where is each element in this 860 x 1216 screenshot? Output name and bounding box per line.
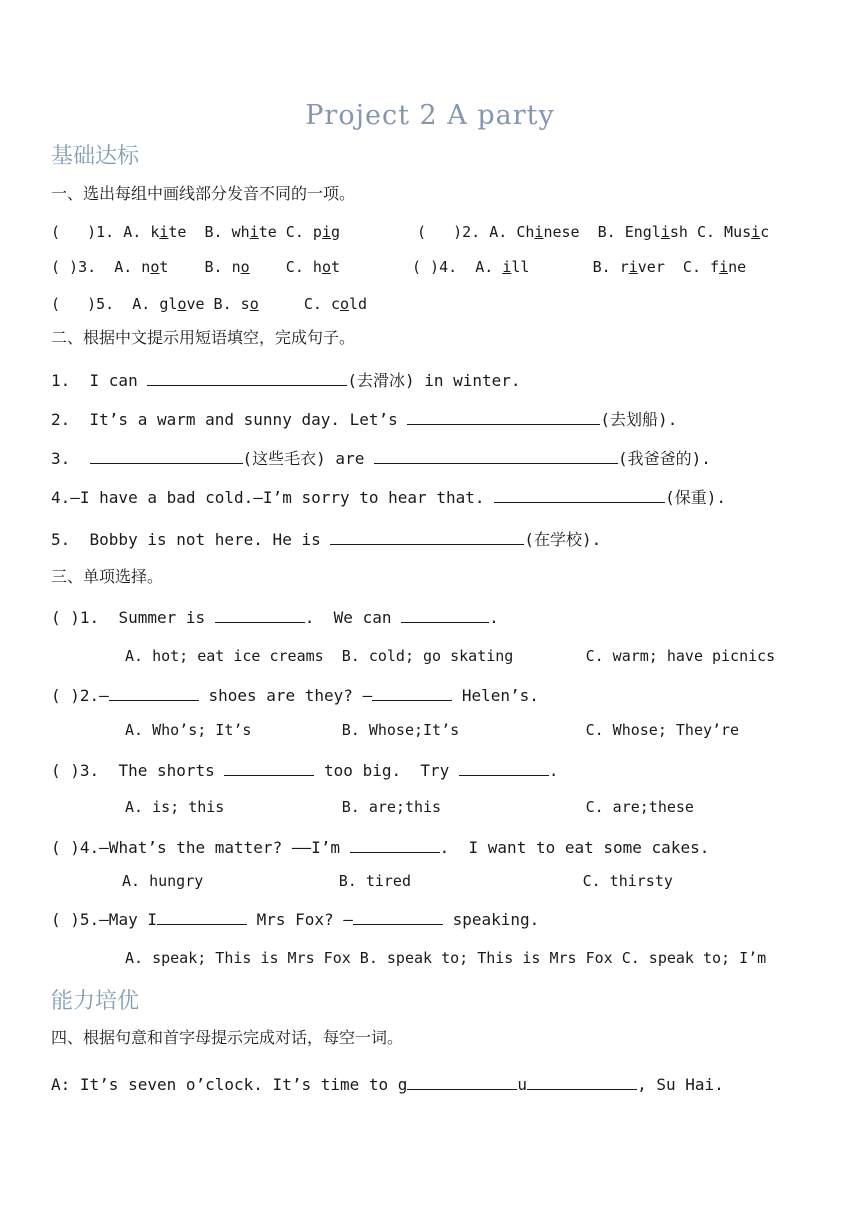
fill-blank[interactable] <box>350 837 440 853</box>
section-heading-ability: 能力培优 <box>51 989 140 1014</box>
answer-paren: ( ) <box>417 223 463 241</box>
p1-q1: ( )1. A. kite B. white C. pig <box>51 223 340 241</box>
p1-q5: ( )5. A. glove B. so C. cold <box>51 295 368 313</box>
p2-s2: 2. It’s a warm and sunny day. Let’s (去划船). <box>51 410 678 429</box>
p2-s1: 1. I can (去滑冰) in winter. <box>51 371 521 390</box>
fill-blank[interactable] <box>374 448 618 464</box>
fill-blank[interactable] <box>372 685 452 701</box>
answer-paren: ( ) <box>51 686 80 705</box>
answer-paren: ( ) <box>51 608 80 627</box>
section-heading-basic: 基础达标 <box>51 144 140 169</box>
fill-blank[interactable] <box>494 487 665 503</box>
answer-paren: ( ) <box>51 910 80 929</box>
p3-q5-options: A. speak; This is Mrs Fox B. speak to; This is Mrs Fox C. speak to; I’m <box>125 949 767 967</box>
answer-paren: ( ) <box>51 223 97 241</box>
fill-blank[interactable] <box>330 529 524 545</box>
p1-q2: ( )2. A. Chinese B. English C. Music <box>417 223 770 241</box>
answer-paren: ( ) <box>51 295 97 313</box>
fill-blank[interactable] <box>401 607 489 623</box>
p3-q5: ( )5.—May I Mrs Fox? — speaking. <box>51 910 540 929</box>
fill-blank[interactable] <box>459 760 549 776</box>
p3-q2-options: A. Who’s; It’s B. Whose;It’s C. Whose; They’re <box>125 721 740 739</box>
part2-heading: 二、根据中文提示用短语填空，完成句子。 <box>51 328 356 347</box>
fill-blank[interactable] <box>215 607 305 623</box>
fill-blank[interactable] <box>157 909 247 925</box>
p2-s5: 5. Bobby is not here. He is (在学校). <box>51 530 602 549</box>
p3-q1-options: A. hot; eat ice creams B. cold; go skating C. warm; have picnics <box>125 647 776 665</box>
p3-q3-options: A. is; this B. are;this C. are;these <box>125 798 694 816</box>
page-title: Project 2 A party <box>305 100 555 131</box>
fill-blank[interactable] <box>224 760 314 776</box>
part3-heading: 三、单项选择。 <box>51 567 164 586</box>
answer-paren: ( ) <box>51 761 80 780</box>
p2-s3: 3. (这些毛衣) are (我爸爸的). <box>51 449 711 468</box>
p3-q3: ( )3. The shorts too big. Try . <box>51 761 559 780</box>
fill-blank[interactable] <box>527 1074 637 1090</box>
p2-s4: 4.—I have a bad cold.—I’m sorry to hear that. (保重). <box>51 488 727 507</box>
part1-heading: 一、选出每组中画线部分发音不同的一项。 <box>51 184 356 203</box>
p3-q4-options: A. hungry B. tired C. thirsty <box>122 872 673 890</box>
p3-q2: ( )2.— shoes are they? — Helen’s. <box>51 686 539 705</box>
p1-q4: ( )4. A. ill B. river C. fine <box>412 258 747 276</box>
fill-blank[interactable] <box>90 448 243 464</box>
p3-q4: ( )4.—What’s the matter? ——I’m . I want to eat some cakes. <box>51 838 710 857</box>
answer-paren: ( ) <box>412 258 440 276</box>
fill-blank[interactable] <box>407 409 600 425</box>
part4-heading: 四、根据句意和首字母提示完成对话，每空一词。 <box>51 1028 404 1047</box>
p4-a1: A: It’s seven o’clock. It’s time to g u , Su Hai. <box>51 1075 724 1094</box>
p1-q3: ( )3. A. not B. no C. hot <box>51 258 340 276</box>
answer-paren: ( ) <box>51 258 79 276</box>
p3-q1: ( )1. Summer is . We can . <box>51 608 499 627</box>
fill-blank[interactable] <box>109 685 199 701</box>
answer-paren: ( ) <box>51 838 80 857</box>
fill-blank[interactable] <box>147 370 347 386</box>
fill-blank[interactable] <box>407 1074 517 1090</box>
fill-blank[interactable] <box>353 909 443 925</box>
